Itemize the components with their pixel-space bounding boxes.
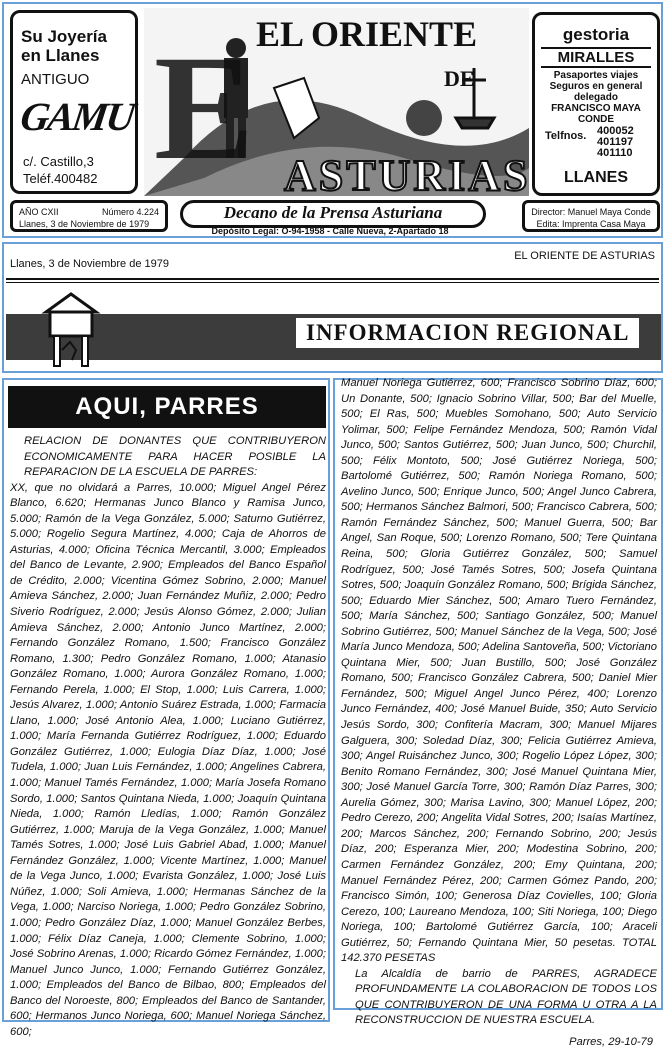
donor-list: XX, que no olvidará a Parres, 10.000; Miguel Angel Pérez Blanco, 6.620; Hermanas Junco Blanco y Ramisa Junco, 5.000; Ramón de la Vega González, 5.000; Saturno Gutiérrez, 5.000; Rogelio Segura Martínez, 4.000; Caja de Ahorros de Asturias, 4.000; Oficina Técnica Mercantil, 3.000; Empleados del Banco de Levante, 2.900; Empleados del Banco Español de Crédito, 2.000; Vicentina Gómez Sobrino, 2.000; Manuel Amieva Sánchez, 2.000; Juan Fernández Muñiz, 2.000; Pedro Siverio Rodríguez, 2.000; Jesús Alonso Gómez, 2.000; Julian Amieva Sánchez, 2.000; Antonio Junco Martínez, 2.000; Fernando González Romano, 1.500; Francisco González Romano, 1.300; Pedro González Romano, 1.000; Atanasio González Romano, 1.000; Aurora González Romano, 1.000; Fernando Perela, 1.000; El Stop, 1.000; Luis Carrera, 1.000; Jesús Alvarez, 1.000; Antonio Suárez Estrada, 1.000; Farmacia Llano, 1.000; José Antonio Alea, 1.000; Luciano Gutiérrez, 1.000; María Fernanda Gutiérrez Rodríguez, 1.000; Eduardo González Gutiérrez, 1.000; Eulogia Díaz Díaz, 1.000; José Tudela, 1.000; Juan Luis Fernández, 1.000; Angelines Cabrera, 1.000; Manuel Tamés Fernández, 1.000; María Josefa Romano Sordo, 1.000; Santos Quintana Nieda, 1.000; Joaquín Quintana Nieda, 1.000; Ramón Lledías, 1.000; Ramón González Gutiérrez, 1.000; Maruja de la Vega González, 1.000; Manuel Tamés Sotres, 1.000; José Luis Gabriel Abad, 1.000; Manuel Fernández González, 1.000; Vicente Martínez, 1.000; Manuel de la Vega Junco, 1.000; Evarista González, 1.000; José Luis Núñez, 1.000; Soli Amieva, 1.000; Hermanas Sánchez de la Vega, 1.000; Narciso Noriega, 1.000; Pedro González Sobrino, 1.000; Pedro González Díaz, 1.000; Manuel González Berbes, 1.000; Félix Díaz Caneja, 1.000; Clemente Sobrino, 1.000; José Sobrino Arenas, 1.000; Ricardo Gómez Fernández, 1.000; Manuel Junco Junco, 1.000; Fernando Gutiérrez González, 1.000; Empleados del Banco de Bilbao, 800; Empleados del Banco del Noroeste, 800; Empleados del Banco de Santander, 600; Hermanos Junco Noriega, 600; Manuel Noriega Sánchez, 600; [10,481,326,1038]
issue-date: Llanes, 3 de Noviembre de 1979 [19,219,150,229]
ad-line: en Llanes [21,46,100,65]
ad-line: Seguros en general [549,81,643,92]
masthead-title: DE [444,66,475,91]
article-column-right [333,377,663,1048]
divider [6,278,659,280]
ad-phones [545,125,657,159]
svg-text:E: E [154,25,255,191]
year: AÑO CXII [19,207,59,217]
article-body-right [341,376,657,1051]
masthead-title-illustration [144,8,531,200]
ad-line: delegado [574,92,618,103]
jewelry-ad [10,10,138,194]
closing-note: La Alcaldía de barrio de PARRES, AGRADECE PROFUNDAMENTE LA COLABORACION DE TODOS LOS QUE CONTRIBUYERON DE UNA FORMA U OTRA A LA RECONSTRUCCION DE NUESTRA ESCUELA. [355,967,657,1027]
tel-number: 400052 [597,125,634,137]
ad-city: LLANES [564,169,628,186]
ad-brand: MIRALLES [541,47,651,68]
ad-line: Su Joyería [21,27,107,46]
section-date: Llanes, 3 de Noviembre de 1979 [10,258,169,270]
section-paper-name: EL ORIENTE DE ASTURIAS [514,250,655,262]
horreo-icon [42,290,100,370]
donor-list: Manuel Noriega Gutiérrez, 600; Francisco Sobrino Díaz, 600; Un Donante, 500; Ignacio Sobrino Villar, 500; Bar del Muelle, 500; El Ras, 500; Muebles Somohano, 500; Auto Servicio Yolimar, 500; Felipe Fernández Mendoza, 500; Ramón Vidal Junco, 500; Santos Gutiérrez, 500; Juan Junco, 500; Churchil, 500; Félix Montoto, 500; José Gutiérrez Noriega, 500; Bartolomé Gutiérrez, 500; Ramón Noriega Romano, 500; Avelino Junco, 500; Enrique Junco, 500; Angel Junco Cabrera, 500; Hermanos Sánchez Balmori, 500; Francisco Cabrera, 500; Ramón Fernández Sánchez, 500; Manuel Guerra, 500; Bar Angel, San Roque, 500; Lorenzo Romano, 500; Tere Quintana Reina, 500; Gloria Gutiérrez González, 500; Samuel Rodríguez, 500; José Tamés Sotres, 500; Josefa Quintana Sotres, 500; Joaquín González Romano, 500; Brígida Sánchez, 500; Eduardo Mier Sánchez, 500; Amaro Tuero Fernández, 500; María Sánchez, 500; Santiago González, 500; Manuel Sobrino Gutiérrez, 500; Manuel Sánchez de la Vega, 500; José María Junco Mendoza, 500; Adelina Santoveña, 500; Victoriano Quintana Mier, 500; Juan Bustillo, 500; José González Romano, 500; Francisco González Cabrera, 500; Daniel Mier Fernández, 500; Miguel Angel Junco Pérez, 400; Lorenzo Junco Fernández, 400; José Manuel Buide, 350; Auto Servicio Jesús Sordo, 300; Confitería Macram, 300; Manuel Mijares Galguera, 300; Soledad Díaz, 300; Felicia Gutiérrez Amieva, 300; Angel Ruisánchez Junco, 300; Rogelio López López, 300; Benito Romano Fernández, 300; José Manuel Quintana Mier, 300; José Manuel García Torre, 300; Ramón Díaz Parres, 300; Aurelia Gómez, 300; Marisa Lavino, 300; Manuel López, 200; Pedro Cerezo, 200; Angelita Vidal Sotres, 200; Isaías Martínez, 200; Marcos Sánchez, 200; Fernando Sobrino, 200; Jesús Díaz, 200; Esperanza Mier, 200; Modestina Sobrino, 200; Carmen Fernández González, 200; Emy Quintana, 200; Manuel Fernández Pérez, 200; Carmen Gómez Pando, 200; Francisco Simón, 100; Generosa Díaz Covielles, 100; Gloria Cerezo, 100; Laureano Mendoza, 100; Siti Noriega, 100; Diego Noriega, 100; Bartolomé Gutiérrez García, 100; Araceli Gutiérrez, 50; Fernando Quintana Mier, 50 pesetas. TOTAL 142.370 PESETAS [341,377,657,965]
director: Director: Manuel Maya Conde [531,207,651,217]
ad-brand: GAMU [17,94,137,139]
ad-heading: gestoria [562,25,630,44]
article-body-left [10,434,326,1040]
credits [522,200,660,232]
signoff: Parres, 29-10-79 [569,1035,653,1048]
divider [6,282,659,283]
gestoria-ad [532,12,660,196]
ad-line: Pasaportes viajes [553,70,639,81]
article-column-left [2,378,330,1038]
ad-line: ANTIGUO [21,71,90,88]
masthead-title: EL ORIENTE [256,14,478,54]
tel-number: 401110 [597,147,633,159]
ad-phone: Teléf.400482 [23,171,98,186]
ad-line: FRANCISCO MAYA [551,103,641,114]
motto: Decano de la Prensa Asturiana [180,200,486,228]
masthead-title: ASTURIAS [284,151,531,200]
section-header [2,242,663,373]
ad-line: CONDE [577,114,615,125]
section-title: INFORMACION REGIONAL [296,318,639,348]
masthead [2,2,663,238]
tel-number: 401197 [597,136,634,148]
issue-number: Número 4.224 [101,207,159,217]
ad-address: c/. Castillo,3 [23,154,94,169]
tel-label: Telfnos. [545,130,587,142]
issue-info [10,200,168,232]
deposit-info: Depósito Legal: O-94-1958 - Calle Nueva, 2-Apartado 18 [211,226,449,236]
article-intro: RELACION DE DONANTES QUE CONTRIBUYERON ECONOMICAMENTE PARA HACER POSIBLE LA REPARACION DE LA ESCUELA DE PARRES: [24,435,326,479]
printer: Edita: Imprenta Casa Maya [536,219,646,229]
article-headline: AQUI, PARRES [8,386,326,428]
